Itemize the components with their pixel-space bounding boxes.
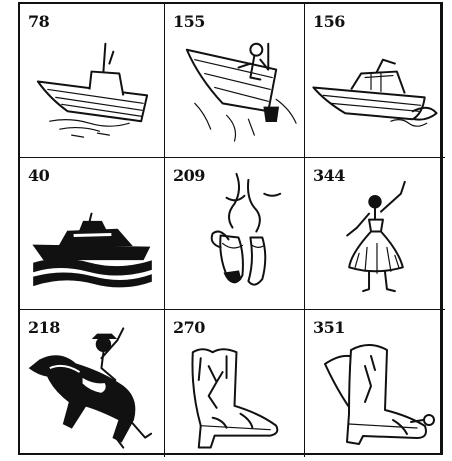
design-cell[interactable]: [20, 4, 165, 158]
design-number: 351: [313, 318, 345, 337]
cowboy-boots-spur-icon: [305, 310, 445, 457]
design-cell[interactable]: [20, 158, 165, 310]
design-number: 344: [313, 166, 345, 185]
design-cell[interactable]: [305, 4, 445, 158]
design-cell[interactable]: [165, 4, 305, 158]
design-grid: [18, 2, 443, 455]
design-cell[interactable]: [305, 310, 445, 457]
cabin-cruiser-icon: [305, 4, 445, 157]
design-cell[interactable]: [20, 310, 165, 457]
cowboy-boot-icon: [165, 310, 304, 457]
design-number: 40: [28, 166, 50, 185]
design-cell[interactable]: [165, 310, 305, 457]
design-cell[interactable]: [305, 158, 445, 310]
ballet-shoes-icon: [165, 158, 304, 309]
bull-rider-icon: [20, 310, 164, 457]
design-number: 156: [313, 12, 345, 31]
design-number: 155: [173, 12, 205, 31]
design-number: 270: [173, 318, 205, 337]
design-cell[interactable]: [165, 158, 305, 310]
design-number: 78: [28, 12, 50, 31]
fisherman-boat-icon: [165, 4, 304, 157]
square-dancer-icon: [305, 158, 445, 309]
fishing-boat-icon: [20, 4, 164, 157]
design-number: 218: [28, 318, 60, 337]
design-number: 209: [173, 166, 205, 185]
yacht-waves-icon: [20, 158, 164, 309]
